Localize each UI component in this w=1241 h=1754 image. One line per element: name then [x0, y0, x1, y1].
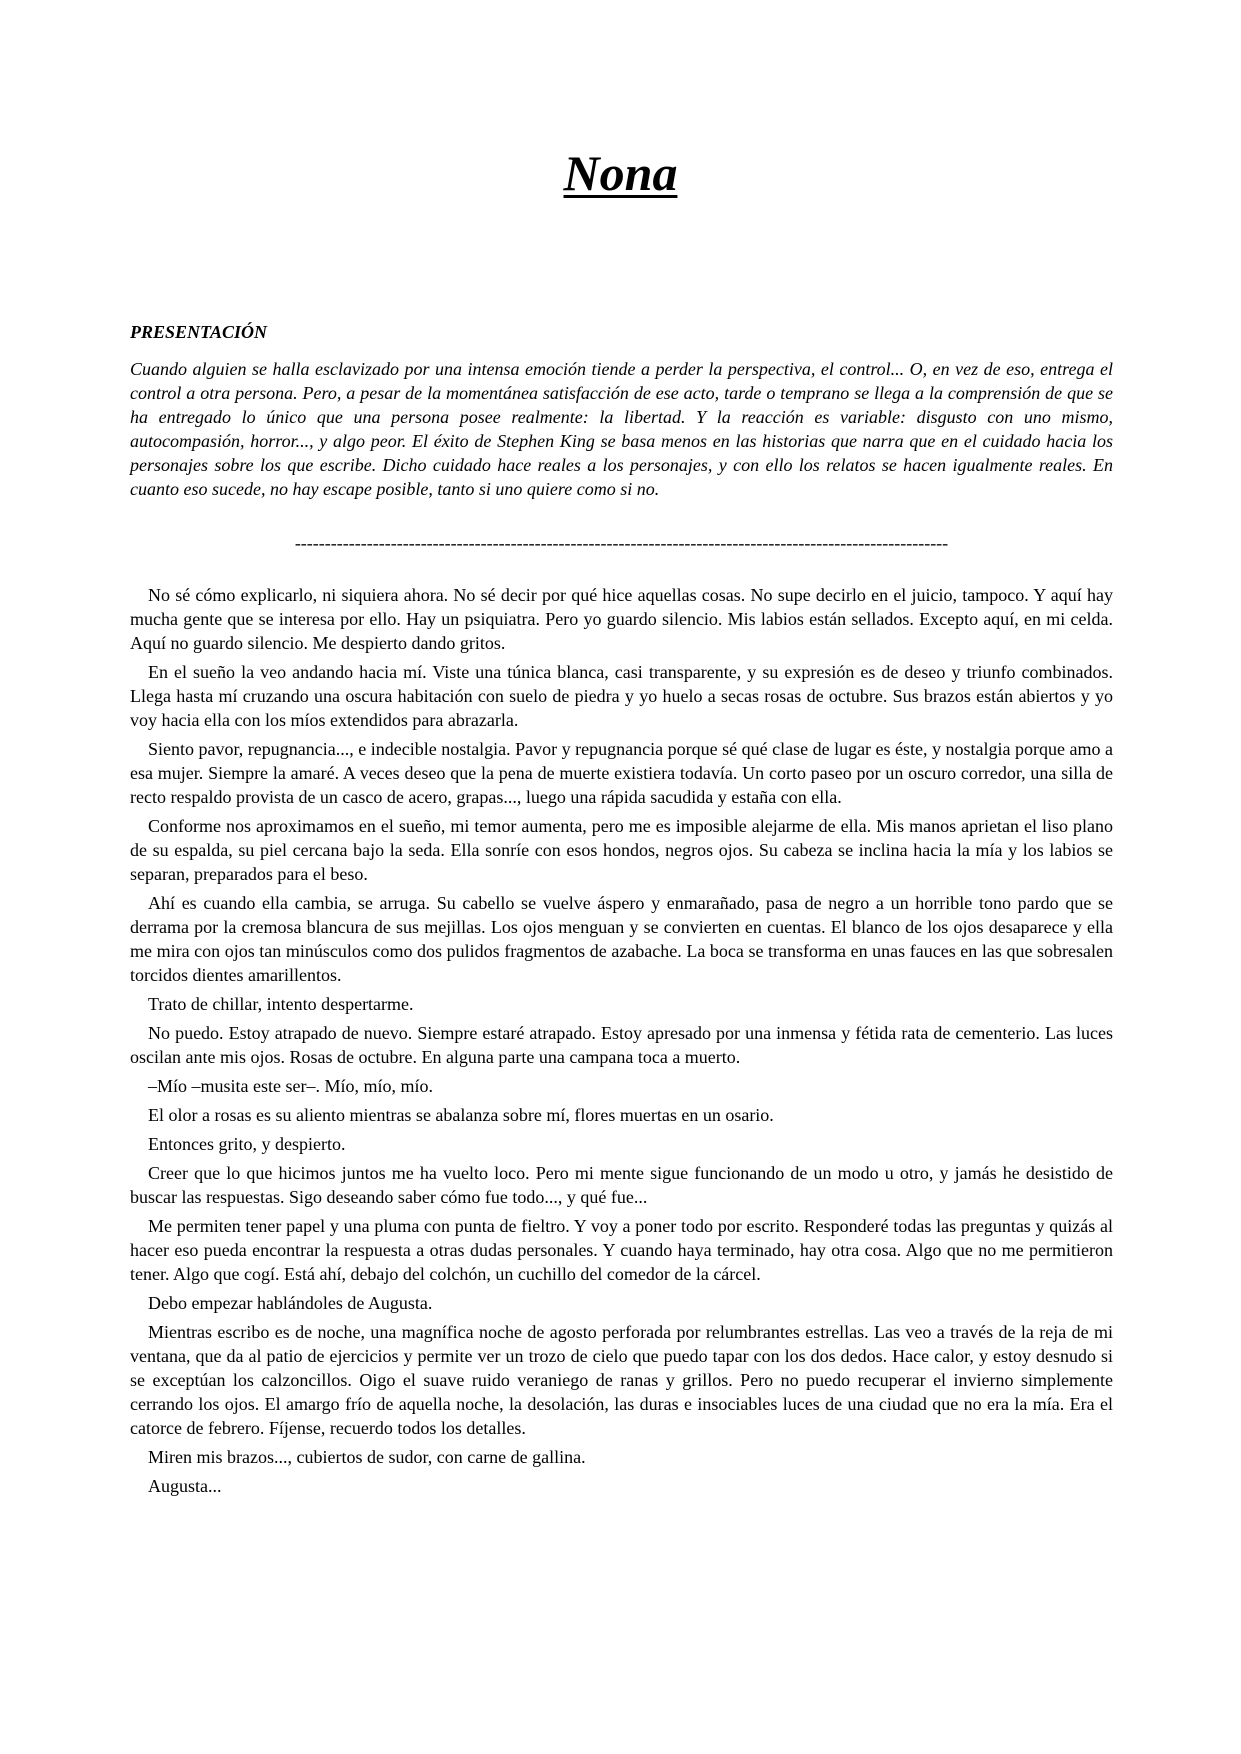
story-paragraph: Me permiten tener papel y una pluma con punta de fieltro. Y voy a poner todo por escrito. Responderé todas las preguntas y quizás al hacer eso pueda encontrar la respuesta a otras dudas personales. Y cuando haya terminado, hay otra cosa. Algo que no me permitieron tener. Algo que cogí. Está ahí, debajo del colchón, un cuchillo del comedor de la cárcel.: [130, 1216, 1113, 1284]
document-body: [130, 320, 1113, 1503]
presentation-heading: PRESENTACIÓN: [130, 322, 268, 342]
story-paragraph: Creer que lo que hicimos juntos me ha vuelto loco. Pero mi mente sigue funcionando de un modo u otro, y jamás he desistido de buscar las respuestas. Sigo deseando saber cómo fue todo..., y qué fue...: [130, 1163, 1113, 1207]
story-paragraph: No sé cómo explicarlo, ni siquiera ahora. No sé decir por qué hice aquellas cosas. No supe decirlo en el juicio, tampoco. Y aquí hay mucha gente que se interesa por ello. Hay un psiquiatra. Pero yo guardo silencio. Mis labios están sellados. Excepto aquí, en mi celda. Aquí no guardo silencio. Me despierto dando gritos.: [130, 585, 1113, 653]
story-paragraph: Conforme nos aproximamos en el sueño, mi temor aumenta, pero me es imposible alejarme de ella. Mis manos aprietan el liso plano de su espalda, su piel cercana bajo la seda. Ella sonríe con esos hondos, negros ojos. Su cabeza se inclina hacia la mía y los labios se separan, preparados para el beso.: [130, 816, 1113, 884]
story-paragraph: Miren mis brazos..., cubiertos de sudor, con carne de gallina.: [148, 1447, 586, 1467]
story-paragraph: –Mío –musita este ser–. Mío, mío, mío.: [148, 1076, 433, 1096]
story-paragraph: Entonces grito, y despierto.: [148, 1134, 346, 1154]
story-paragraph: En el sueño la veo andando hacia mí. Viste una túnica blanca, casi transparente, y su expresión es de deseo y triunfo combinados. Llega hasta mí cruzando una oscura habitación con suelo de piedra y yo huelo a secas rosas de octubre. Sus brazos están abiertos y yo voy hacia ella con los míos extendidos para abrazarla.: [130, 662, 1113, 730]
section-separator: -------------------------------------------------------------------------------------------------------------: [294, 533, 949, 553]
story-paragraph: Ahí es cuando ella cambia, se arruga. Su cabello se vuelve áspero y enmarañado, pasa de negro a un horrible tono pardo que se derrama por la cremosa blancura de sus mejillas. Los ojos menguan y se convierten en cuentas. El blanco de los ojos desaparece y ella me mira con ojos tan minúsculos como dos pulidos fragmentos de azabache. La boca se transforma en unas fauces en las que sobresalen torcidos dientes amarillentos.: [130, 893, 1113, 985]
presentation-text: Cuando alguien se halla esclavizado por una intensa emoción tiende a perder la perspectiva, el control... O, en vez de eso, entrega el control a otra persona. Pero, a pesar de la momentánea satisfacción de ese acto, tarde o temprano se llega a la comprensión de que se ha entregado lo único que una persona posee realmente: la libertad. Y la reacción es variable: disgusto con uno mismo, autocompasión, horror..., y algo peor. El éxito de Stephen King se basa menos en las historias que narra que en el cuidado hacia los personajes sobre los que escribe. Dicho cuidado hace reales a los personajes, y con ello los relatos se hacen igualmente reales. En cuanto eso sucede, no hay escape posible, tanto si uno quiere como si no.: [130, 359, 1113, 499]
story-paragraph: Mientras escribo es de noche, una magnífica noche de agosto perforada por relumbrantes estrellas. Las veo a través de la reja de mi ventana, que da al patio de ejercicios y permite ver un trozo de cielo que puedo tapar con los dos dedos. Hace calor, y estoy desnudo si se exceptúan los calzoncillos. Oigo el suave ruido veraniego de ranas y grillos. Pero no puedo recuperar el invierno simplemente cerrando los ojos. El amargo frío de aquella noche, la desolación, las duras e insociables luces de una ciudad que no era la mía. Era el catorce de febrero. Fíjense, recuerdo todos los detalles.: [130, 1322, 1113, 1438]
story-paragraph: No puedo. Estoy atrapado de nuevo. Siempre estaré atrapado. Estoy apresado por una inmensa y fétida rata de cementerio. Las luces oscilan ante mis ojos. Rosas de octubre. En alguna parte una campana toca a muerto.: [130, 1023, 1113, 1067]
story-paragraph: Trato de chillar, intento despertarme.: [148, 994, 414, 1014]
story-paragraph: Siento pavor, repugnancia..., e indecible nostalgia. Pavor y repugnancia porque sé qué clase de lugar es éste, y nostalgia porque amo a esa mujer. Siempre la amaré. A veces deseo que la pena de muerte existiera todavía. Un corto paseo por un oscuro corredor, una silla de recto respaldo provista de un casco de acero, grapas..., luego una rápida sacudida y estaña con ella.: [130, 739, 1113, 807]
story-text: [130, 583, 1113, 1498]
page-title: Nona: [563, 145, 678, 201]
story-paragraph: El olor a rosas es su aliento mientras se abalanza sobre mí, flores muertas en un osario.: [148, 1105, 774, 1125]
story-paragraph: Debo empezar hablándoles de Augusta.: [148, 1293, 433, 1313]
story-paragraph: Augusta...: [148, 1476, 222, 1496]
